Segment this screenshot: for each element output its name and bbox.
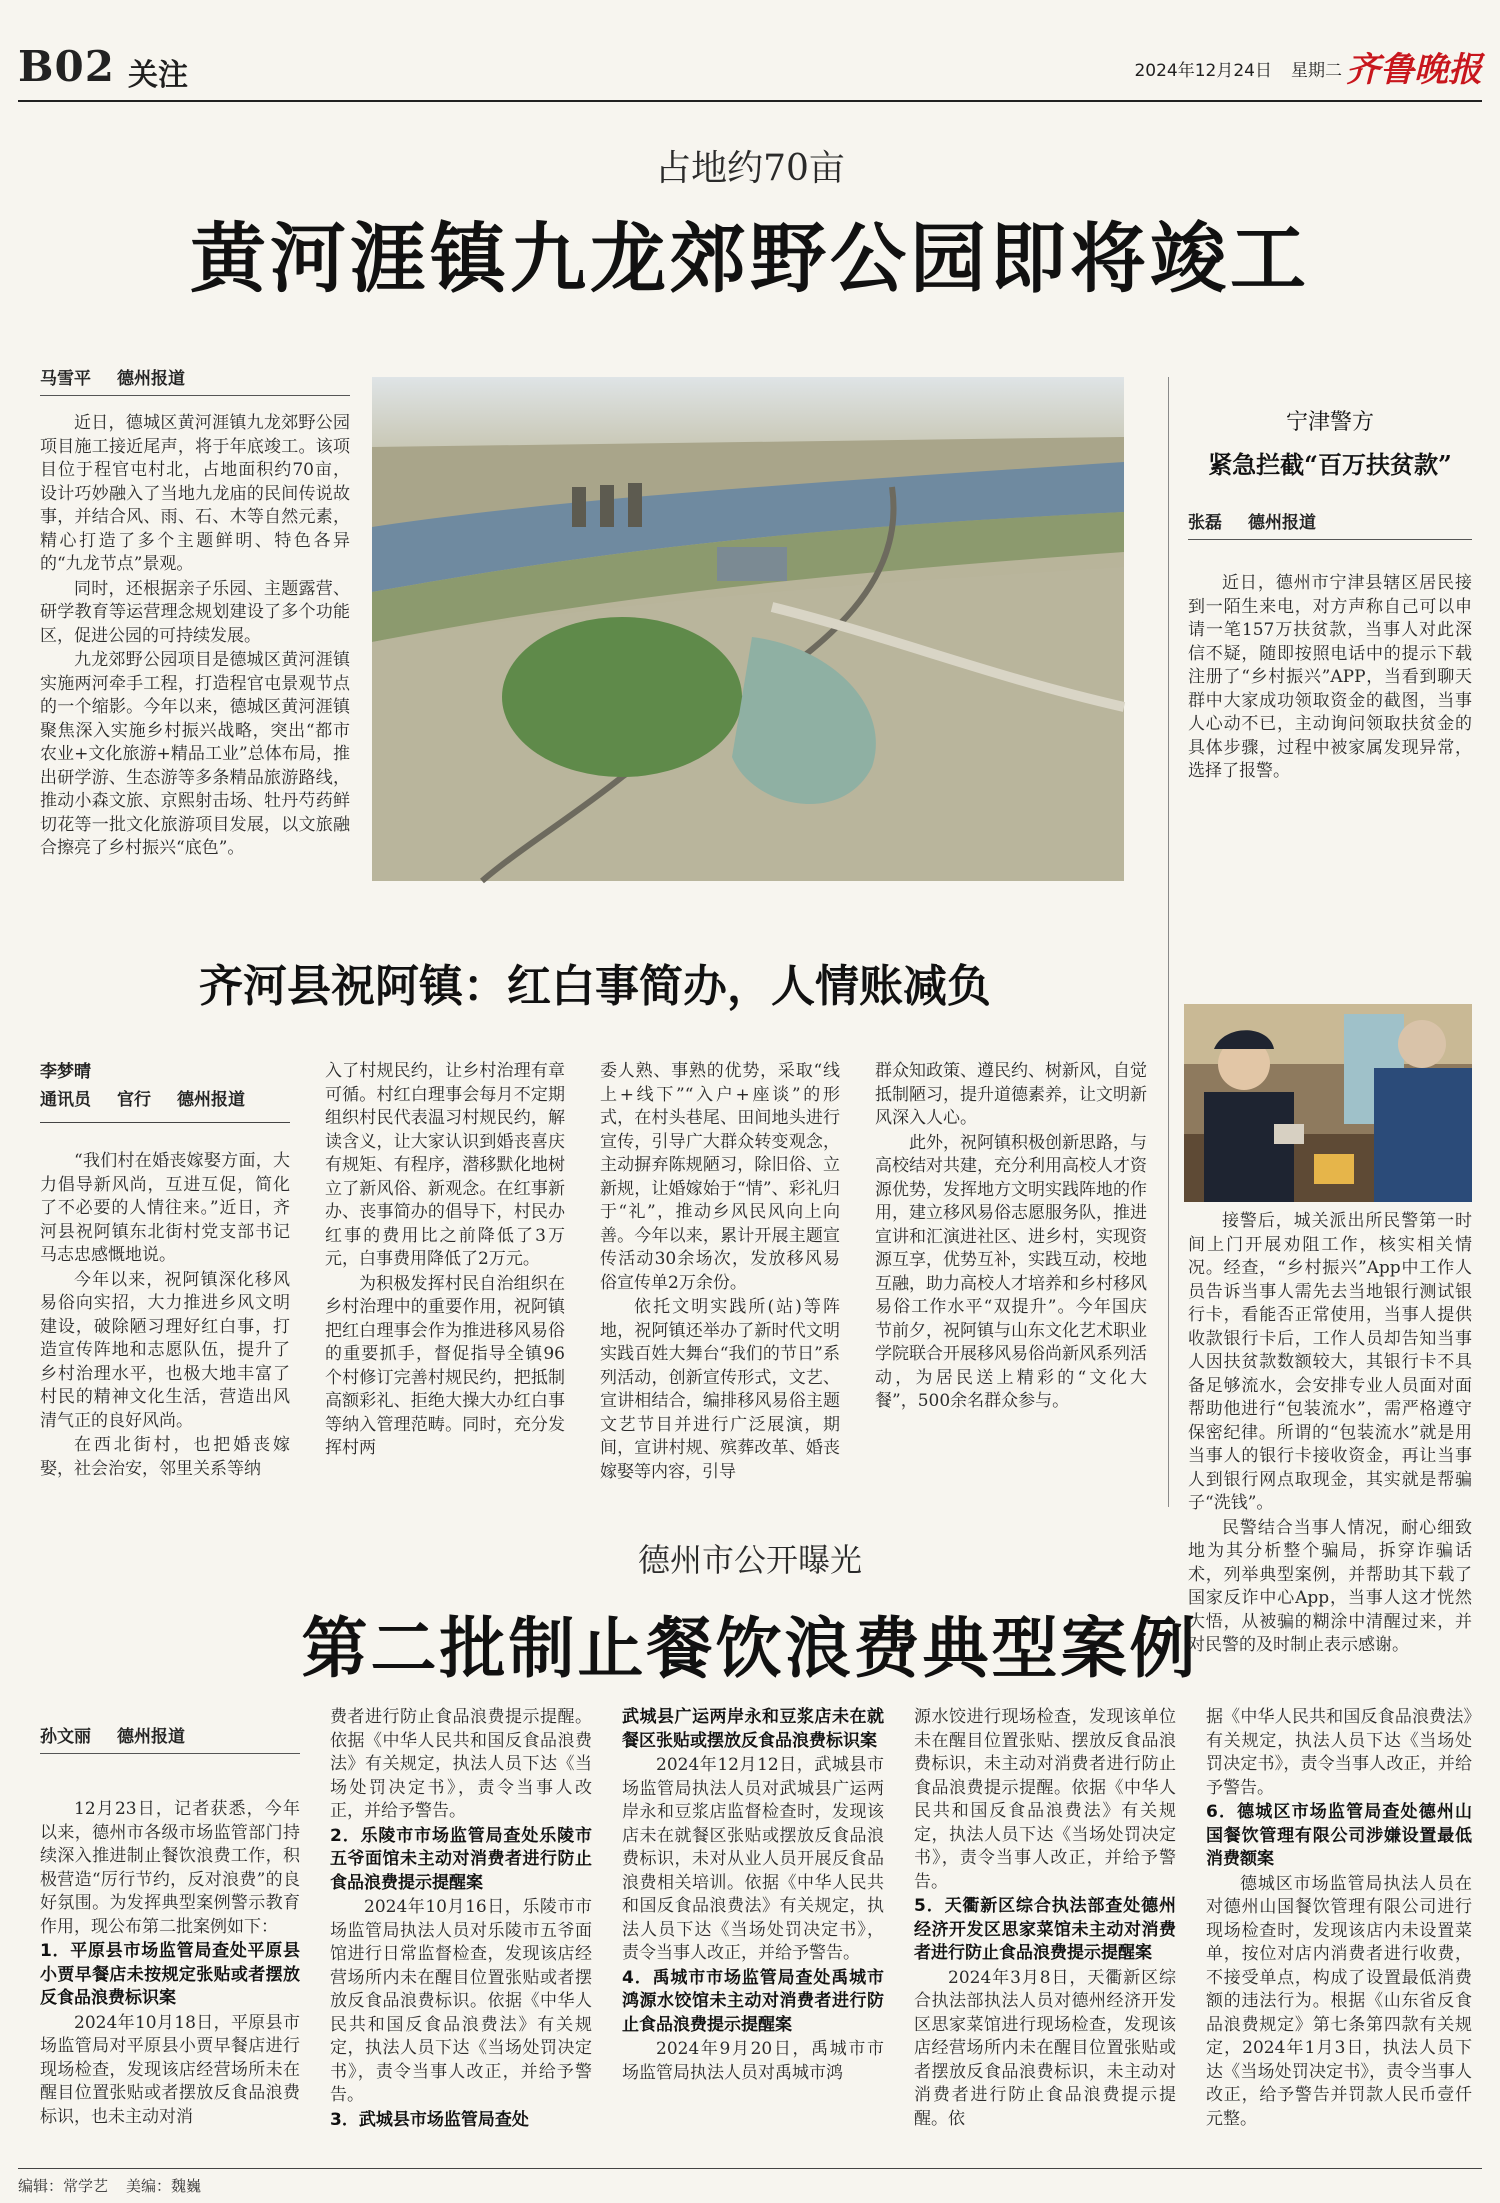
paragraph: 2024年10月16日，乐陵市市场监管局执法人员对乐陵市五爷面馆进行日常监督检查，发现该店经营场所内未在醒目位置张贴或者摆放反食品浪费标识。依据《中华人民共和国反食品浪费法》有关规定，执法人员下达《当场处罚决定书》，责令当事人改正，并给予警告。 xyxy=(330,1897,592,2105)
issue-date: 2024年12月24日 xyxy=(1134,61,1272,81)
paragraph: 接警后，城关派出所民警第一时间上门开展劝阻工作，核实相关情况。经查，“乡村振兴”App中工作人员告诉当事人需先去当地银行测试银行卡，看能否正常使用，当事人提供收款银行卡后，工作人员却告知当事人因扶贫款数额较大，其银行卡不具备足够流水，会安排专业人员面对面帮助他进行“包装流水”，需严格遵守保密纪律。所谓的“包装流水”就是用当事人的银行卡接收资金，再让当事人到银行网点取现金，其实就是帮骗子“洗钱”。 xyxy=(1188,1211,1472,1513)
byline-author: 马雪平 xyxy=(40,369,91,389)
paragraph: 据《中华人民共和国反食品浪费法》有关规定，执法人员下达《当场处罚决定书》，责令当事人改正，并给予警告。 xyxy=(1206,1707,1472,1798)
article3-col3 xyxy=(622,1706,884,2160)
byline-source: 德州报道 xyxy=(177,1090,245,1110)
paragraph: 2024年3月8日，天衢新区综合执法部执法人员对德州经济开发区思家菜馆进行现场检查，发现该店经营场所内未在醒目位置张贴或者摆放反食品浪费标识，未主动对消费者进行防止食品浪费提示提醒。依 xyxy=(914,1967,1176,2129)
issue-weekday: 星期二 xyxy=(1291,61,1342,81)
article2-col4 xyxy=(875,1060,1147,1500)
case-heading: 3．武城县市场监管局查处 xyxy=(330,2109,529,2130)
police-image xyxy=(1184,1004,1472,1202)
paragraph: 群众知政策、遵民约、树新风，自觉抵制陋习，提升道德素养，让文明新风深入人心。 xyxy=(875,1061,1147,1128)
article3-headline: 第二批制止餐饮浪费典型案例 xyxy=(301,1609,1199,1687)
park-aerial-photo xyxy=(372,377,1124,881)
paragraph: 12月23日，记者获悉，今年以来，德州市各级市场监管部门持续深入推进制止餐饮浪费工作，积极营造“厉行节约，反对浪费”的良好氛围。为发挥典型案例警示教育作用，现公布第二批案例如下： xyxy=(40,1799,300,1937)
article2-headline: 齐河县祝阿镇：红白事简办，人情账减负 xyxy=(199,961,991,1012)
park-aerial-image xyxy=(372,377,1124,881)
footer-editor: 编辑：常学艺 xyxy=(18,2177,109,2195)
byline-correspondent: 官行 xyxy=(117,1090,151,1110)
footer-designer: 美编：魏巍 xyxy=(126,2177,202,2195)
byline-source: 德州报道 xyxy=(1248,513,1316,533)
article3-col5 xyxy=(1206,1706,1472,2160)
paragraph: 近日，德州市宁津县辖区居民接到一陌生来电，对方声称自己可以申请一笔157万扶贫款，当事人对此深信不疑，随即按照电话中的提示下载注册了“乡村振兴”APP，当看到聊天群中大家成功领取资金的截图，当事人心动不已，主动询问领取扶贫金的具体步骤，过程中被家属发现异常，选择了报警。 xyxy=(1188,573,1472,781)
sidebar-kicker: 宁津警方 xyxy=(1285,410,1374,435)
sidebar-body-top xyxy=(1188,572,1472,992)
page-code: B02 xyxy=(18,42,115,91)
article2-col3 xyxy=(600,1060,840,1500)
paragraph: 此外，祝阿镇积极创新思路，与高校结对共建，充分利用高校人才资源优势，发挥地方文明实践阵地的作用，建立移风易俗志愿服务队，推进宣讲和汇演进社区、进乡村，实现资源互享，优势互补，实践互动，校地互融，助力高校人才培养和乡村移风易俗工作水平“双提升”。今年国庆节前夕，祝阿镇与山东文化艺术职业学院联合开展移风易俗尚新风系列活动，为居民送上精彩的“文化大餐”，500余名群众参与。 xyxy=(875,1132,1147,1411)
article3-col1 xyxy=(40,1798,300,2160)
sidebar-byline xyxy=(1188,508,1472,540)
paragraph: 依托文明实践所(站)等阵地，祝阿镇还举办了新时代文明实践百姓大舞台“我们的节日”系列活动，创新宣传形式，文艺、宣讲相结合，编排移风易俗主题文艺节目并进行广泛展演，期间，宣讲村规、殡葬改革、婚丧嫁娶等内容，引导 xyxy=(600,1297,840,1482)
paragraph: 九龙郊野公园项目是德城区黄河涯镇实施两河牵手工程，打造程官屯景观节点的一个缩影。今年以来，德城区黄河涯镇聚焦深入实施乡村振兴战略，突出“都市农业+文化旅游+精品工业”总体布局，推出研学游、生态游等多条精品旅游路线，推动小森文旅、京熙射击场、牡丹芍药鲜切花等一批文化旅游项目发展，以文旅融合擦亮了乡村振兴“底色”。 xyxy=(40,650,350,858)
paragraph: 今年以来，祝阿镇深化移风易俗向实招，大力推进乡风文明建设，破除陋习理好红白事，打造宣传阵地和志愿队伍，提升了乡村治理水平，也极大地丰富了村民的精神文化生活，营造出风清气正的良好风尚。 xyxy=(40,1269,290,1431)
paragraph: 委人熟、事熟的优势，采取“线上+线下”“入户+座谈”的形式，在村头巷尾、田间地头进行宣传，引导广大群众转变观念，主动摒弃陈规陋习，除旧俗、立新规，让婚嫁始于“情”、彩礼归于“礼”，推动乡风民风向上向善。今年以来，累计开展主题宣传活动30余场次，发放移风易俗宣传单2万余份。 xyxy=(600,1061,840,1293)
case-heading: 4．禹城市市场监管局查处禹城市鸿源水饺馆未主动对消费者进行防止食品浪费提示提醒案 xyxy=(622,1967,884,2035)
case-heading: 武城县广运两岸永和豆浆店未在就餐区张贴或摆放反食品浪费标识案 xyxy=(622,1707,884,1751)
sidebar-body-bottom xyxy=(1188,1210,1472,1655)
article1-body xyxy=(40,412,350,882)
paragraph: “我们村在婚丧嫁娶方面，大力倡导新风尚，互进互促，简化了不必要的人情往来。”近日，齐河县祝阿镇东北街村党支部书记马志忠感慨地说。 xyxy=(40,1151,290,1265)
byline-author: 孙文丽 xyxy=(40,1727,91,1747)
case-heading: 2．乐陵市市场监管局查处乐陵市五爷面馆未主动对消费者进行防止食品浪费提示提醒案 xyxy=(330,1825,592,1893)
paragraph: 为积极发挥村民自治组织在乡村治理中的重要作用，祝阿镇把红白理事会作为推进移风易俗的重要抓手，督促指导全镇96个村修订完善村规民约，把抵制高额彩礼、拒绝大操大办红白事等纳入管理范畴。同时，充分发挥村两 xyxy=(325,1273,565,1458)
article1-byline xyxy=(40,364,350,396)
paragraph: 2024年10月18日，平原县市场监管局对平原县小贾早餐店进行现场检查，发现该店经营场所未在醒目位置张贴或者摆放反食品浪费标识，也未主动对消 xyxy=(40,2012,300,2127)
paragraph: 德城区市场监管局执法人员在对德州山国餐饮管理有限公司进行现场检查时，发现该店内未设置菜单，按位对店内消费者进行收费，不接受单点，构成了设置最低消费额的违法行为。根据《山东省反食品浪费规定》第七条第四款有关规定，2024年1月3日，执法人员下达《当场处罚决定书》，责令当事人改正，给予警告并罚款人民币壹仟元整。 xyxy=(1206,1873,1472,2129)
paragraph: 民警结合当事人情况，耐心细致地为其分析整个骗局，拆穿诈骗话术，列举典型案例，并帮助其下载了国家反诈中心App，当事人这才恍然大悟，从被骗的糊涂中清醒过来，并对民警的及时制止表示感谢。 xyxy=(1188,1517,1472,1655)
byline-source: 德州报道 xyxy=(117,1727,185,1747)
article2-col2 xyxy=(325,1060,565,1500)
article3-col2 xyxy=(330,1706,592,2160)
byline-author: 张磊 xyxy=(1188,513,1222,533)
paragraph: 近日，德城区黄河涯镇九龙郊野公园项目施工接近尾声，将于年底竣工。该项目位于程官屯村北，占地面积约70亩，设计巧妙融入了当地九龙庙的民间传说故事，并结合风、雨、石、木等自然元素，精心打造了多个主题鲜明、特色各异的“九龙节点”景观。 xyxy=(40,413,350,574)
paragraph: 2024年12月12日，武城县市场监管局执法人员对武城县广运两岸永和豆浆店监督检查时，发现该店未在就餐区张贴或摆放反食品浪费标识，未对从业人员开展反食品浪费相关培训。依据《中华人民共和国反食品浪费法》有关规定，执法人员下达《当场处罚决定书》，责令当事人改正，并给予警告。 xyxy=(622,1755,884,1963)
masthead xyxy=(18,42,1482,102)
article3-col4 xyxy=(914,1706,1176,2160)
paragraph: 在西北街村，也把婚丧嫁娶，社会治安，邻里关系等纳 xyxy=(40,1435,290,1479)
article2-col1 xyxy=(40,1150,290,1500)
case-heading: 6．德城区市场监管局查处德州山国餐饮管理有限公司涉嫌设置最低消费额案 xyxy=(1206,1802,1472,1869)
paragraph: 2024年9月20日，禹城市市场监管局执法人员对禹城市鸿 xyxy=(622,2039,884,2083)
sidebar-divider xyxy=(1168,377,1169,1507)
police-photo xyxy=(1184,1004,1472,1202)
byline-source: 德州报道 xyxy=(117,369,185,389)
paragraph: 入了村规民约，让乡村治理有章可循。村红白理事会每月不定期组织村民代表温习村规民约，解读含义，让大家认识到婚丧喜庆有规矩、有程序，潜移默化地树立了新风俗、新观念。在红事新办、丧事简办的倡导下，村民办红事的费用比之前降低了3万元，白事费用降低了2万元。 xyxy=(325,1061,565,1269)
section-name: 关注 xyxy=(128,58,188,93)
article1-headline: 黄河涯镇九龙郊野公园即将竣工 xyxy=(190,214,1310,303)
newspaper-logo: 齐鲁晚报 xyxy=(1346,50,1482,90)
byline-correspondent-label: 通讯员 xyxy=(40,1090,91,1110)
paragraph: 同时，还根据亲子乐园、主题露营、研学教育等运营理念规划建设了多个功能区，促进公园的可持续发展。 xyxy=(40,578,350,646)
byline-author: 李梦晴 xyxy=(40,1062,91,1082)
article1-kicker: 占地约70亩 xyxy=(655,148,845,189)
case-heading: 1．平原县市场监管局查处平原县小贾早餐店未按规定张贴或者摆放反食品浪费标识案 xyxy=(40,1941,300,2008)
paragraph: 源水饺进行现场检查，发现该单位未在醒目位置张贴、摆放反食品浪费标识，未主动对消费者进行防止食品浪费提示提醒。依据《中华人民共和国反食品浪费法》有关规定，执法人员下达《当场处罚决定书》，责令当事人改正，并给予警告。 xyxy=(914,1707,1176,1892)
case-heading: 5．天衢新区综合执法部查处德州经济开发区思家菜馆未主动对消费者进行防止食品浪费提示提醒案 xyxy=(914,1896,1176,1963)
page-footer xyxy=(18,2168,1482,2196)
article3-kicker: 德州市公开曝光 xyxy=(637,1541,862,1579)
article2-byline xyxy=(40,1058,280,1120)
paragraph: 费者进行防止食品浪费提示提醒。依据《中华人民共和国反食品浪费法》有关规定，执法人员下达《当场处罚决定书》，责令当事人改正，并给予警告。 xyxy=(330,1707,592,1821)
article3-byline xyxy=(40,1722,300,1754)
sidebar-headline: 紧急拦截“百万扶贫款” xyxy=(1208,450,1452,479)
article2-byline-rule xyxy=(40,1122,290,1123)
